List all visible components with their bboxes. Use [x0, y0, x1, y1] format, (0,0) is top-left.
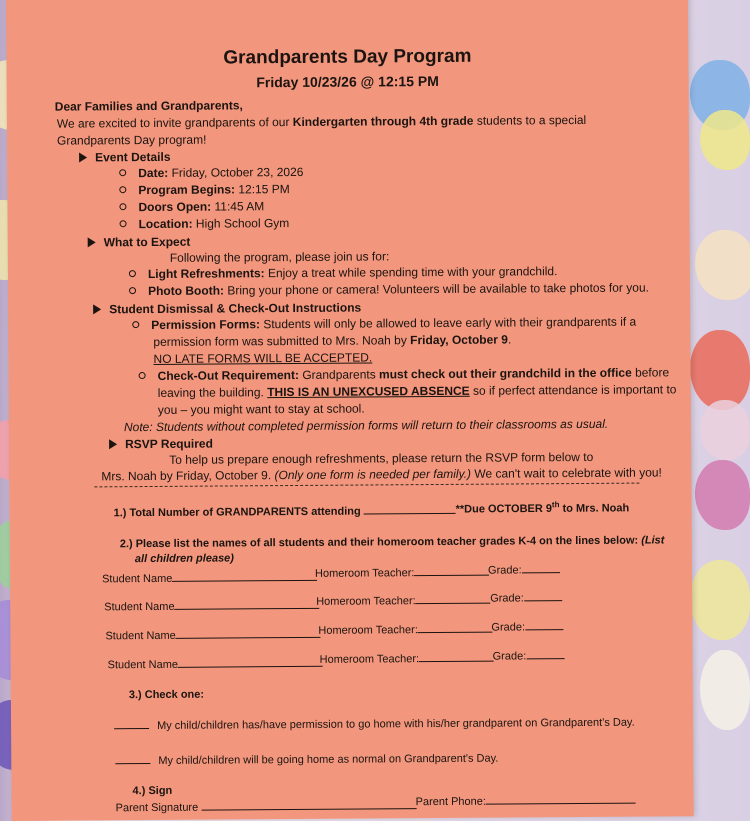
- teacher-cell: Homeroom Teacher:: [316, 593, 491, 609]
- checkout-line-3: you – you might want to stay at school.: [157, 401, 365, 417]
- q3-label: 3.) Check one:: [128, 688, 205, 702]
- option-normal: My child/children will be going home as normal on Grandparent's Day.: [115, 751, 498, 769]
- grade-cell: Grade:: [491, 619, 563, 634]
- parent-signature-field[interactable]: [201, 798, 416, 811]
- expect-item-refreshments: Light Refreshments: Enjoy a treat while spending time with your grandchild.: [129, 264, 558, 281]
- event-item-date: Date: Friday, October 23, 2026: [119, 165, 303, 180]
- rsvp-line-1: To help us prepare enough refreshments, please return the RSVP form below to: [169, 449, 594, 467]
- permission-line-2: permission form was submitted to Mrs. Noah by Friday, October 9.: [153, 332, 512, 349]
- grade-field[interactable]: [522, 562, 560, 573]
- event-item-doors: Doors Open: 11:45 AM: [119, 199, 264, 214]
- circle-bullet-icon: [119, 186, 126, 193]
- homeroom-teacher-field[interactable]: [414, 565, 489, 577]
- grade-cell: Grade:: [488, 562, 560, 577]
- student-name-field[interactable]: [176, 627, 321, 639]
- circle-bullet-icon: [119, 203, 126, 210]
- student-name-field[interactable]: [175, 598, 320, 610]
- event-item-program: Program Begins: 12:15 PM: [119, 182, 289, 197]
- grandparents-count-field[interactable]: [364, 503, 456, 515]
- rsvp-heading: RSVP Required: [109, 437, 213, 452]
- student-name-field[interactable]: [178, 656, 323, 668]
- dismissal-heading: Student Dismissal & Check-Out Instructions: [93, 301, 361, 317]
- teacher-cell: Homeroom Teacher:: [315, 565, 490, 581]
- expect-intro: Following the program, please join us for:: [169, 249, 390, 265]
- teacher-cell: Homeroom Teacher:: [318, 622, 493, 638]
- circle-bullet-icon: [129, 287, 136, 294]
- homeroom-teacher-field[interactable]: [419, 651, 494, 663]
- permission-line-1: Permission Forms: Students will only be allowed to leave early with their grandparents if a: [132, 315, 636, 333]
- intro-line-2: Grandparents Day program!: [56, 132, 207, 148]
- grade-cell: Grade:: [493, 648, 565, 663]
- event-item-location: Location: High School Gym: [120, 216, 290, 231]
- student-row: Student Name: [102, 570, 317, 587]
- student-row: Student Name: [104, 598, 319, 615]
- arrow-bullet-icon: [79, 152, 87, 162]
- checkout-line-2: leaving the building. THIS IS AN UNEXCUSED ABSENCE so if perfect attendance is important to: [157, 382, 677, 400]
- teacher-cell: Homeroom Teacher:: [320, 651, 495, 667]
- q1-row: 1.) Total Number of GRANDPARENTS attending: [114, 503, 456, 520]
- grade-cell: Grade:: [490, 590, 562, 605]
- checkout-line-1: Check-Out Requirement: Grandparents must check out their grandchild in the office before: [139, 365, 670, 383]
- parent-phone-field[interactable]: [486, 793, 636, 805]
- homeroom-teacher-field[interactable]: [418, 622, 493, 634]
- intro-line-1: We are excited to invite grandparents of our Kindergarten through 4th grade students to a special: [56, 112, 587, 131]
- arrow-bullet-icon: [88, 237, 96, 247]
- circle-bullet-icon: [119, 169, 126, 176]
- flyer-paper: [6, 0, 694, 821]
- permission-checkbox[interactable]: [114, 718, 149, 729]
- q1-due: **Due OCTOBER 9th to Mrs. Noah: [455, 500, 630, 516]
- arrow-bullet-icon: [93, 304, 101, 314]
- dismissal-note: Note: Students without completed permission forms will return to their classrooms as usual.: [123, 416, 609, 435]
- signature-row: Parent Signature: [116, 798, 417, 815]
- q2-italic: all children please): [134, 552, 234, 566]
- circle-bullet-icon: [132, 321, 139, 328]
- student-name-field[interactable]: [172, 570, 317, 582]
- circle-bullet-icon: [139, 372, 146, 379]
- phone-row: Parent Phone:: [416, 793, 636, 810]
- page-subtitle: Friday 10/23/26 @ 12:15 PM: [256, 72, 439, 91]
- expect-item-photo: Photo Booth: Bring your phone or camera! Volunteers will be available to take photos for you.: [129, 281, 649, 299]
- normal-checkbox[interactable]: [115, 753, 150, 764]
- circle-bullet-icon: [129, 270, 136, 277]
- q4-label: 4.) Sign: [132, 784, 173, 798]
- cut-line: [94, 483, 639, 488]
- grade-field[interactable]: [526, 648, 564, 659]
- student-row: Student Name: [108, 656, 323, 673]
- option-permission: My child/children has/have permission to go home with his/her grandparent on Grandparent's Day.: [114, 715, 635, 734]
- salutation: Dear Families and Grandparents,: [54, 98, 243, 114]
- circle-bullet-icon: [120, 220, 127, 227]
- student-row: Student Name: [105, 627, 320, 644]
- grade-field[interactable]: [525, 619, 563, 630]
- arrow-bullet-icon: [109, 439, 117, 449]
- q2-label: 2.) Please list the names of all students and their homeroom teacher grades K-4 on the lines below: (List: [119, 534, 665, 551]
- rsvp-line-2: Mrs. Noah by Friday, October 9. (Only one form is needed per family.) We can't wait to celebrate with you!: [101, 465, 662, 484]
- grade-field[interactable]: [524, 590, 562, 601]
- homeroom-teacher-field[interactable]: [416, 593, 491, 605]
- page-title: Grandparents Day Program: [223, 45, 472, 69]
- expect-heading: What to Expect: [88, 235, 191, 250]
- event-heading: Event Details: [79, 150, 170, 165]
- no-late-forms: NO LATE FORMS WILL BE ACCEPTED.: [153, 350, 373, 366]
